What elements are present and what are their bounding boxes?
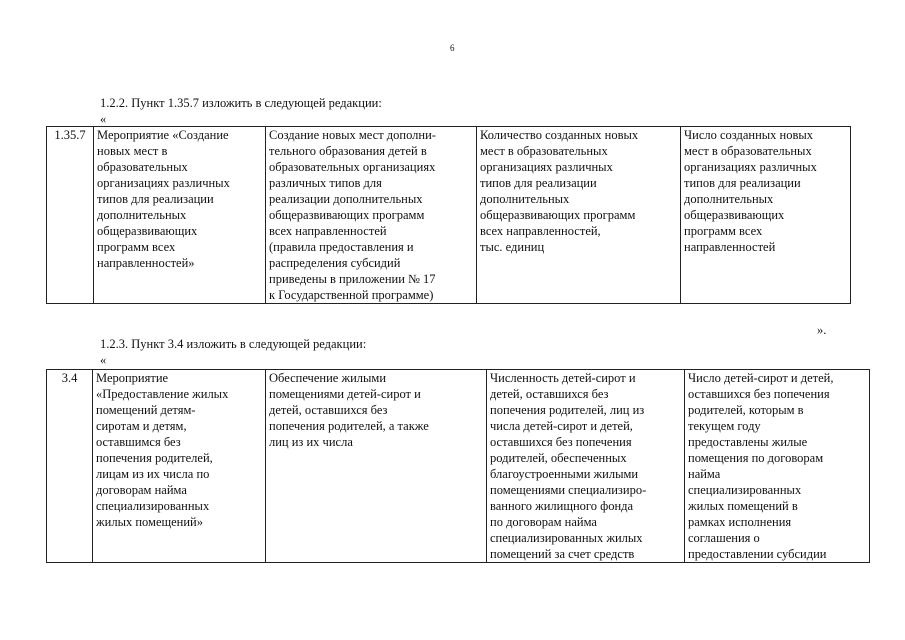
table-row (47, 370, 870, 563)
method-text: Число созданных новых мест в образовательных организациях различных типов для реализации дополнительных общеразвивающих программ всех направленностей (684, 128, 817, 254)
method-text: Число детей-сирот и детей, оставшихся без попечения родителей, которым в текущем году предоставлены жилые помещения по договорам найма специализированных жилых помещений в рамках исполнения соглашения о предоставлении субсидии (688, 371, 834, 561)
item-number-cell (47, 370, 93, 563)
description-cell (266, 370, 487, 563)
description-text: Создание новых мест дополни- тельного образования детей в образовательных организациях различных типов для реализации дополнительных общеразвивающих программ всех направленностей (правила предоставления и распределения субсидий приведены в приложении № 17 к Государственной программе) (269, 128, 436, 302)
table-row (47, 127, 851, 304)
indicator-cell (477, 127, 681, 304)
activity-cell (93, 370, 266, 563)
description-text: Обеспечение жилыми помещениями детей-сирот и детей, оставшихся без попечения родителей, а также лиц из их числа (269, 371, 429, 449)
item-number: 1.35.7 (54, 128, 86, 142)
activity-text: Мероприятие «Предоставление жилых помещений детям- сиротам и детям, оставшимся без попечения родителей, лицам из их числа по договорам найма специализированных жилых помещений» (96, 371, 229, 529)
open-quote-1: « (100, 112, 107, 126)
close-quote-1: ». (817, 323, 827, 337)
description-cell (266, 127, 477, 304)
page-number: 6 (450, 43, 455, 53)
indicator-text: Численность детей-сирот и детей, оставшихся без попечения родителей, лиц из числа детей-сирот и детей, оставшихся без попечения родителей, обеспеченных благоустроенными жилыми помещениями специализиро- ванного жилищного фонда по договорам найма специализированных жилых помещений за счет средств (490, 371, 647, 561)
activity-cell (94, 127, 266, 304)
item-number-cell (47, 127, 94, 304)
method-cell (681, 127, 851, 304)
open-quote-2: « (100, 353, 107, 367)
table-item-3-4 (46, 369, 870, 563)
activity-text: Мероприятие «Создание новых мест в образовательных организациях различных типов для реализации дополнительных общеразвивающих программ всех направленностей» (97, 128, 230, 270)
section-heading-1-2-2: 1.2.2. Пункт 1.35.7 изложить в следующей редакции: (100, 96, 382, 110)
table-item-1-35-7 (46, 126, 851, 304)
indicator-cell (487, 370, 685, 563)
method-cell (685, 370, 870, 563)
item-number: 3.4 (61, 371, 78, 385)
indicator-text: Количество созданных новых мест в образовательных организациях различных типов для реализации дополнительных общеразвивающих программ всех направленностей, тыс. единиц (480, 128, 639, 254)
section-heading-1-2-3: 1.2.3. Пункт 3.4 изложить в следующей редакции: (100, 337, 367, 351)
